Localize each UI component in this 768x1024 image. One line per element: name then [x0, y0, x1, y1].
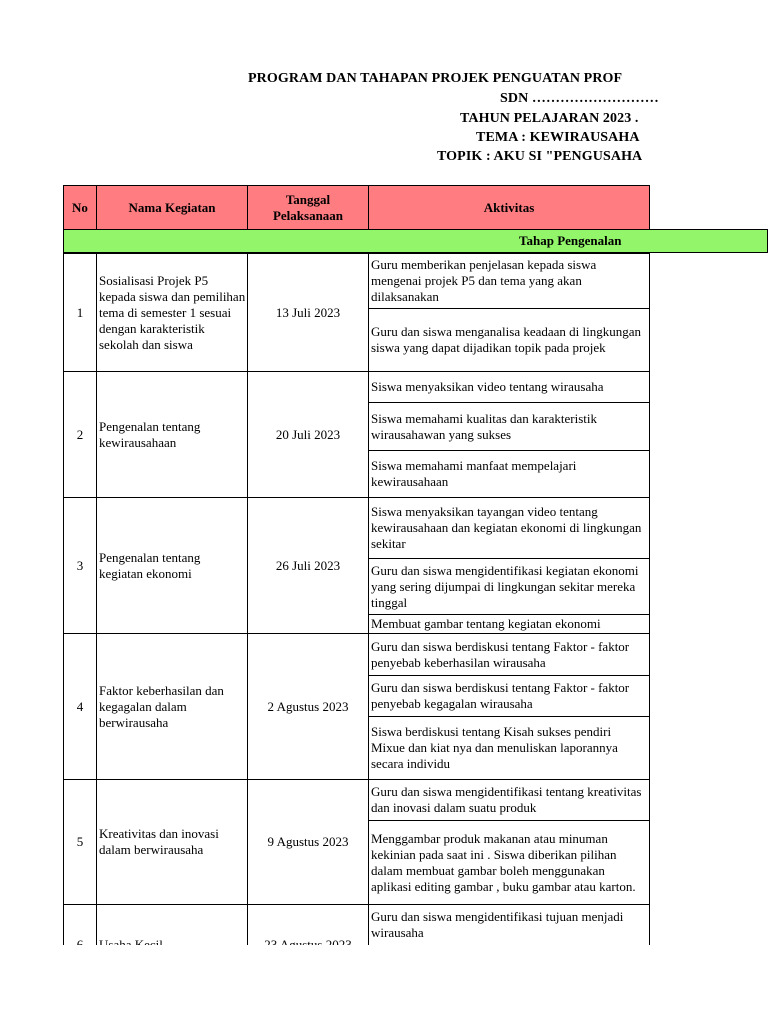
row-activity: Guru dan siswa mengidentifikasi kegiatan ekonomi yang sering dijumpai di lingkungan sekitar mereka tinggal	[368, 558, 650, 615]
row-activity: Guru dan siswa mengidentifikasi tujuan menjadi wirausaha	[368, 904, 650, 946]
row-tanggal: 26 Juli 2023	[247, 497, 369, 634]
stage-band	[63, 229, 768, 253]
row-nama-kegiatan: Pengenalan tentang kegiatan ekonomi	[96, 497, 248, 634]
title-line-topic: TOPIK : AKU SI "PENGUSAHA	[437, 149, 643, 164]
row-activity: Guru dan siswa berdiskusi tentang Faktor - faktor penyebab keberhasilan wirausaha	[368, 633, 650, 676]
row-nama-kegiatan: Kreativitas dan inovasi dalam berwirausaha	[96, 779, 248, 905]
row-activity: Siswa menyaksikan tayangan video tentang kewirausahaan dan kegiatan ekonomi di lingkungan sekitar	[368, 497, 650, 559]
title-line-school: SDN ………………………	[500, 91, 659, 106]
row-activity: Siswa berdiskusi tentang Kisah sukses pendiri Mixue dan kiat nya dan menuliskan laporannya secara individu	[368, 716, 650, 780]
title-line-theme: TEMA : KEWIRAUSAHA	[476, 130, 640, 145]
row-activity: Guru memberikan penjelasan kepada siswa mengenai projek P5 dan tema yang akan dilaksanakan	[368, 253, 650, 309]
page-cutoff	[0, 945, 768, 1024]
header-aktivitas: Aktivitas	[368, 185, 650, 230]
row-activity: Guru dan siswa berdiskusi tentang Faktor - faktor penyebab kegagalan wirausaha	[368, 675, 650, 717]
stage-label: Tahap Pengenalan	[519, 233, 622, 248]
row-activity: Membuat gambar tentang kegiatan ekonomi	[368, 614, 650, 634]
row-tanggal: 13 Juli 2023	[247, 253, 369, 372]
row-nama-kegiatan: Faktor keberhasilan dan kegagalan dalam berwirausaha	[96, 633, 248, 780]
row-no: 2	[63, 371, 97, 498]
row-activity: Siswa memahami manfaat mempelajari kewirausahaan	[368, 450, 650, 498]
title-line-program: PROGRAM DAN TAHAPAN PROJEK PENGUATAN PROF	[248, 71, 623, 86]
row-nama-kegiatan: Pengenalan tentang kewirausahaan	[96, 371, 248, 498]
row-no: 3	[63, 497, 97, 634]
row-activity: Siswa menyaksikan video tentang wirausaha	[368, 371, 650, 403]
row-activity: Guru dan siswa mengidentifikasi tentang kreativitas dan inovasi dalam suatu produk	[368, 779, 650, 821]
row-activity: Menggambar produk makanan atau minuman kekinian pada saat ini . Siswa diberikan pilihan dalam membuat gambar boleh menggunakan aplikasi editing gambar , buku gambar atau karton.	[368, 820, 650, 905]
row-activity: Siswa memahami kualitas dan karakteristik wirausahawan yang sukses	[368, 402, 650, 451]
row-no: 4	[63, 633, 97, 780]
row-no: 1	[63, 253, 97, 372]
row-no: 5	[63, 779, 97, 905]
row-tanggal: 20 Juli 2023	[247, 371, 369, 498]
row-tanggal: 9 Agustus 2023	[247, 779, 369, 905]
header-tanggal: Tanggal Pelaksanaan	[247, 185, 369, 230]
row-nama-kegiatan: Sosialisasi Projek P5 kepada siswa dan pemilihan tema di semester 1 sesuai dengan karakteristik sekolah dan siswa	[96, 253, 248, 372]
header-nama-kegiatan: Nama Kegiatan	[96, 185, 248, 230]
row-activity: Guru dan siswa menganalisa keadaan di lingkungan siswa yang dapat dijadikan topik pada projek	[368, 308, 650, 372]
header-no: No	[63, 185, 97, 230]
row-tanggal: 2 Agustus 2023	[247, 633, 369, 780]
title-line-year: TAHUN PELAJARAN 2023 .	[460, 111, 639, 126]
